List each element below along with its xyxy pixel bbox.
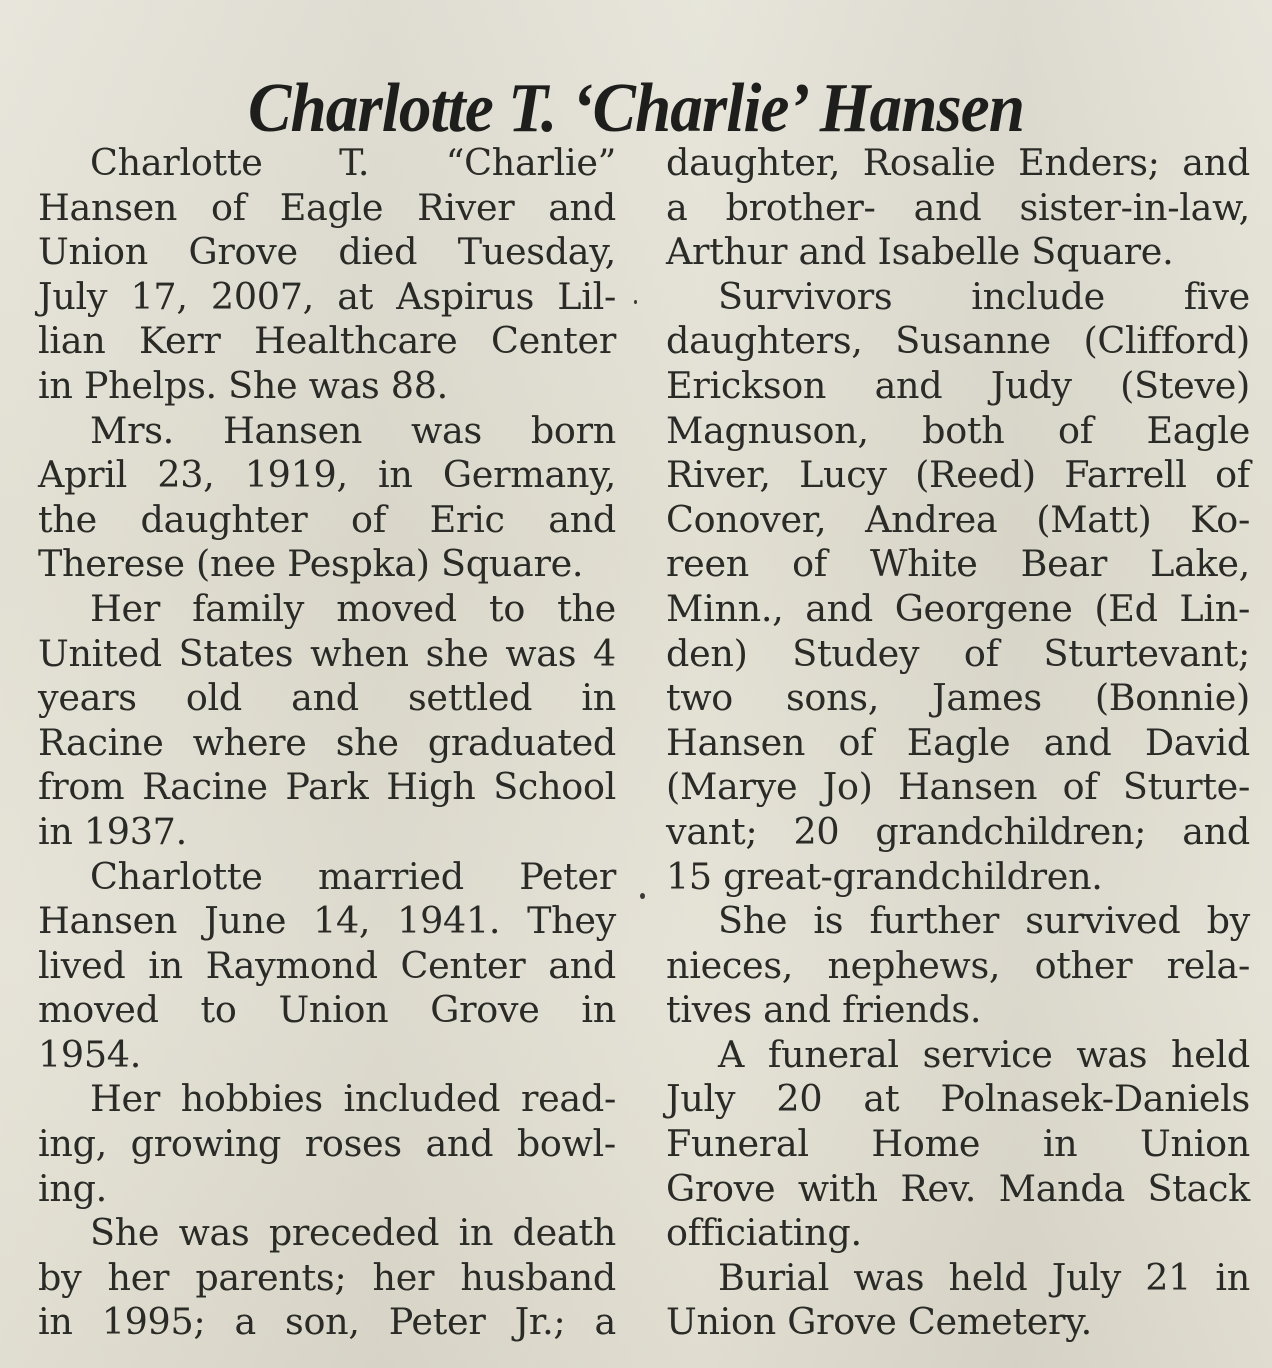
text-line: [666, 587, 1250, 632]
word: Hansen: [38, 899, 178, 943]
word: Ko-: [1190, 497, 1250, 541]
word: Stack: [1147, 1166, 1250, 1210]
word: den): [666, 631, 748, 675]
word: 1941.: [397, 899, 501, 943]
text-line: [666, 721, 1250, 766]
text-line: [666, 944, 1250, 989]
word: Eric: [429, 497, 505, 541]
text-line: [666, 765, 1250, 810]
word: of: [838, 720, 874, 764]
word: was: [853, 1255, 925, 1299]
word: service: [922, 1032, 1053, 1076]
text-line: [38, 587, 616, 632]
word: years: [38, 676, 137, 720]
word: Aspirus: [396, 274, 535, 318]
word: and: [1182, 809, 1250, 853]
text-line: [666, 1033, 1250, 1078]
word: the: [38, 497, 97, 541]
word: July: [1051, 1255, 1121, 1299]
text-line: [38, 721, 616, 766]
word: July: [38, 274, 108, 318]
text-line: [666, 141, 1250, 186]
text-line: [666, 632, 1250, 677]
word: death: [512, 1211, 616, 1255]
word: in: [148, 943, 183, 987]
text-line: 1954.: [38, 1032, 141, 1076]
word: Union: [1140, 1122, 1250, 1166]
word: in: [38, 1300, 73, 1344]
word: included: [343, 1077, 501, 1121]
word: and: [425, 1122, 494, 1166]
word: and: [291, 676, 359, 720]
word: Eagle: [279, 185, 384, 229]
word: of: [1062, 765, 1098, 809]
text-line: Union Grove Cemetery.: [666, 1300, 1092, 1344]
word: Raymond: [205, 943, 378, 987]
word: held: [948, 1255, 1028, 1299]
word: of: [351, 497, 386, 541]
word: July: [666, 1077, 736, 1121]
text-line: [666, 409, 1250, 454]
word: White: [870, 542, 978, 586]
text-line: [666, 542, 1250, 587]
word: Hansen: [898, 765, 1038, 809]
word: Jo): [822, 765, 873, 809]
word: further: [869, 899, 1000, 943]
word: Enders;: [1018, 141, 1160, 184]
word: Minn.,: [666, 586, 784, 630]
word: Peter: [388, 1300, 486, 1344]
word: Park: [285, 765, 369, 809]
word: Lil-: [557, 274, 616, 318]
word: Burial: [718, 1255, 830, 1299]
word: in: [1042, 1122, 1078, 1166]
text-line: [666, 498, 1250, 543]
word: Union: [38, 230, 148, 274]
word: was: [1076, 1032, 1148, 1076]
word: daughter: [140, 497, 308, 541]
word: graduated: [427, 720, 616, 764]
text-line: [38, 988, 616, 1033]
word: Bear: [1020, 542, 1108, 586]
word: preceded: [268, 1211, 440, 1255]
word: a: [666, 185, 688, 229]
word: Magnuson,: [666, 408, 869, 452]
word: Andrea: [865, 497, 998, 541]
word: Lin-: [1179, 586, 1250, 630]
word: daughters,: [666, 319, 863, 363]
text-line: [666, 275, 1250, 320]
word: Mrs.: [90, 408, 174, 452]
word: 17,: [130, 274, 188, 318]
text-line: [38, 899, 616, 944]
word: her: [372, 1255, 435, 1299]
word: two: [666, 676, 733, 720]
word: Sturtevant;: [1043, 631, 1250, 675]
text-line: [38, 1122, 616, 1167]
word: Rosalie: [862, 141, 996, 184]
word: grandchildren;: [875, 809, 1147, 853]
word: nieces,: [666, 943, 794, 987]
word: in: [581, 676, 616, 720]
word: bowl-: [516, 1122, 616, 1166]
word: died: [338, 230, 418, 274]
word: she: [425, 631, 489, 675]
word: (Bonnie): [1094, 676, 1250, 720]
word: is: [813, 899, 844, 943]
text-line: [38, 319, 616, 364]
text-line: [38, 676, 616, 721]
word: 20: [776, 1077, 823, 1121]
word: Her: [90, 586, 160, 630]
word: 14,: [313, 899, 371, 943]
word: (Steve): [1120, 363, 1250, 407]
word: Hansen: [222, 408, 363, 452]
word: of: [963, 631, 999, 675]
text-line: in Phelps. She was 88.: [38, 363, 448, 407]
text-line: [38, 141, 616, 186]
text-line: [666, 810, 1250, 855]
word: to: [200, 988, 237, 1032]
word: of: [1058, 408, 1093, 452]
word: lived: [38, 943, 126, 987]
word: 1995;: [101, 1300, 206, 1344]
word: School: [493, 765, 616, 809]
word: Funeral: [666, 1122, 809, 1166]
word: of: [792, 542, 827, 586]
text-line: [666, 1167, 1250, 1212]
word: Kerr: [139, 319, 221, 363]
text-line: [38, 632, 616, 677]
word: Racine: [142, 765, 268, 809]
word: survived: [1025, 899, 1181, 943]
text-line: [666, 899, 1250, 944]
word: her: [107, 1255, 170, 1299]
text-line: tives and friends.: [666, 988, 982, 1032]
word: she: [335, 720, 399, 764]
word: Home: [871, 1122, 981, 1166]
left-text-column: [38, 141, 616, 1345]
text-line: [38, 944, 616, 989]
word: and: [913, 185, 982, 229]
word: at: [337, 274, 374, 318]
word: Charlotte: [90, 141, 263, 184]
word: of: [210, 185, 246, 229]
text-line: [38, 1256, 616, 1301]
word: (Marye: [666, 765, 798, 809]
word: a: [234, 1300, 256, 1344]
word: was: [411, 408, 482, 452]
word: moved: [336, 586, 457, 630]
text-line: [38, 1211, 616, 1256]
word: James: [932, 676, 1042, 720]
word: June: [204, 899, 287, 943]
word: (Clifford): [1083, 319, 1250, 363]
word: Hansen: [666, 720, 806, 764]
word: 20: [793, 809, 840, 853]
word: Tuesday,: [457, 230, 616, 274]
word: in: [1215, 1255, 1250, 1299]
word: Judy: [990, 363, 1072, 407]
word: in: [458, 1211, 494, 1255]
word: Racine: [38, 720, 164, 764]
word: ing,: [38, 1122, 107, 1166]
word: was: [178, 1211, 250, 1255]
text-line: officiating.: [666, 1211, 862, 1255]
word: River,: [666, 453, 771, 497]
word: brother-: [725, 185, 876, 229]
word: Polnasek-Daniels: [940, 1077, 1250, 1121]
word: and: [1043, 720, 1112, 764]
word: the: [557, 586, 616, 630]
word: April: [38, 453, 128, 497]
word: Hansen: [38, 185, 178, 229]
word: Jr.;: [514, 1300, 566, 1344]
obituary-headline: Charlotte T. ‘Charlie’ Hansen: [247, 69, 1025, 147]
text-line: ing.: [38, 1166, 107, 1210]
word: Union: [278, 988, 389, 1032]
word: five: [1183, 274, 1250, 318]
text-line: [666, 364, 1250, 409]
word: old: [185, 676, 242, 720]
word: family: [192, 586, 305, 630]
word: Survivors: [718, 274, 893, 318]
word: Sturte-: [1122, 765, 1250, 809]
word: daughter,: [666, 141, 841, 184]
word: roses: [304, 1122, 402, 1166]
word: settled: [408, 676, 533, 720]
word: when: [310, 631, 409, 675]
word: Susanne: [895, 319, 1051, 363]
word: T.: [339, 141, 370, 184]
word: 1919,: [244, 453, 348, 497]
text-line: in 1937.: [38, 809, 187, 853]
word: Healthcare: [254, 319, 458, 363]
text-line: [38, 186, 616, 231]
word: sister-in-law,: [1019, 185, 1250, 229]
word: of: [1215, 453, 1250, 497]
word: United: [38, 631, 162, 675]
text-line: [666, 1256, 1250, 1301]
word: and: [805, 586, 873, 630]
word: by: [1206, 899, 1250, 943]
word: other: [1034, 943, 1133, 987]
text-line: [666, 453, 1250, 498]
word: Peter: [519, 854, 616, 898]
word: Farrell: [1064, 453, 1187, 497]
word: Grove: [430, 988, 540, 1032]
word: High: [386, 765, 476, 809]
word: Center: [400, 943, 526, 987]
word: 2007,: [210, 274, 314, 318]
word: Lake,: [1150, 542, 1250, 586]
word: born: [530, 408, 616, 452]
word: nephews,: [827, 943, 1001, 987]
word: funeral: [767, 1032, 899, 1076]
text-line: [38, 498, 616, 543]
text-line: [38, 1077, 616, 1122]
word: parents;: [195, 1255, 347, 1299]
word: from: [38, 765, 125, 809]
word: “Charlie”: [445, 141, 616, 184]
word: and: [1182, 141, 1250, 184]
word: hobbies: [180, 1077, 323, 1121]
word: She: [718, 899, 788, 943]
text-line: [38, 409, 616, 454]
word: Eagle: [1146, 408, 1250, 452]
word: Manda: [998, 1166, 1125, 1210]
word: reen: [666, 542, 749, 586]
word: 21: [1145, 1255, 1192, 1299]
word: A: [718, 1032, 745, 1076]
word: Lucy: [799, 453, 887, 497]
word: son,: [285, 1300, 360, 1344]
word: with: [797, 1166, 878, 1210]
word: Studey: [792, 631, 920, 675]
word: to: [488, 586, 525, 630]
text-line: [38, 275, 616, 320]
word: and: [874, 363, 943, 407]
word: Rev.: [900, 1166, 977, 1210]
word: by: [38, 1255, 82, 1299]
word: and: [548, 497, 616, 541]
word: (Ed: [1094, 586, 1158, 630]
word: River: [417, 185, 515, 229]
word: Erickson: [666, 363, 827, 407]
word: at: [863, 1077, 900, 1121]
word: 23,: [157, 453, 215, 497]
word: was: [505, 631, 577, 675]
text-line: [666, 676, 1250, 721]
word: vant;: [666, 809, 758, 853]
word: in: [581, 988, 616, 1032]
word: States: [178, 631, 294, 675]
right-text-column: [666, 141, 1250, 1345]
word: and: [548, 185, 616, 229]
text-line: [38, 855, 616, 900]
word: (Reed): [915, 453, 1036, 497]
word: Grove: [188, 230, 298, 274]
word: sons,: [785, 676, 880, 720]
word: lian: [38, 319, 106, 363]
text-line: [666, 1077, 1250, 1122]
word: growing: [130, 1122, 282, 1166]
print-speck: [634, 300, 637, 304]
word: where: [192, 720, 307, 764]
text-line: [38, 230, 616, 275]
word: held: [1171, 1032, 1250, 1076]
word: in: [378, 453, 413, 497]
word: married: [317, 854, 464, 898]
word: and: [548, 943, 616, 987]
text-line: [666, 186, 1250, 231]
word: a: [594, 1300, 616, 1344]
word: Georgene: [894, 586, 1073, 630]
text-line: [666, 319, 1250, 364]
word: Charlotte: [90, 854, 263, 898]
word: Grove: [666, 1166, 776, 1210]
word: moved: [38, 988, 159, 1032]
text-line: 15 great-grandchildren.: [666, 854, 1103, 898]
word: husband: [460, 1255, 616, 1299]
word: David: [1144, 720, 1250, 764]
word: (Matt): [1036, 497, 1152, 541]
word: Conover,: [666, 497, 827, 541]
word: She: [90, 1211, 160, 1255]
word: include: [971, 274, 1105, 318]
word: rela-: [1166, 943, 1250, 987]
print-speck: [640, 893, 645, 899]
text-line: [38, 1300, 616, 1345]
word: Center: [491, 319, 616, 363]
word: both: [922, 408, 1005, 452]
text-line: Therese (nee Pespka) Square.: [38, 542, 584, 586]
text-line: Arthur and Isabelle Square.: [666, 230, 1174, 274]
word: Her: [90, 1077, 160, 1121]
word: They: [527, 899, 616, 943]
text-line: [666, 1122, 1250, 1167]
text-line: [38, 453, 616, 498]
text-line: [38, 765, 616, 810]
word: Eagle: [906, 720, 1011, 764]
word: read-: [520, 1077, 616, 1121]
word: 4: [593, 631, 616, 675]
word: Germany,: [442, 453, 616, 497]
